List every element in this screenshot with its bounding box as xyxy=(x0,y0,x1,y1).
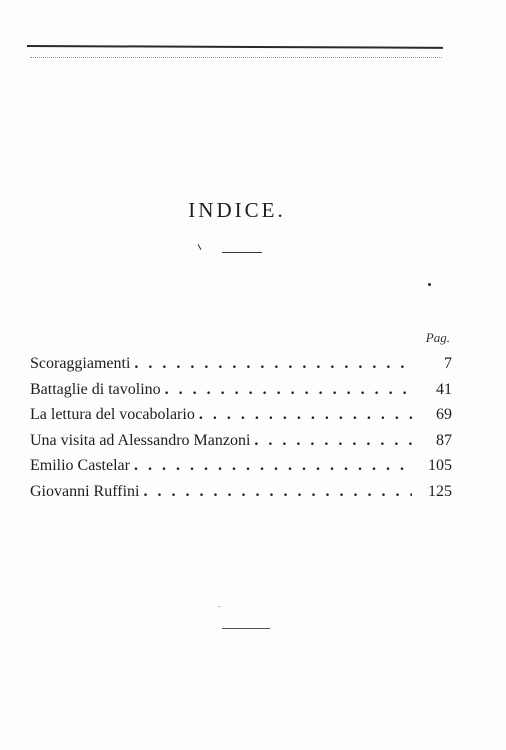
bottom-rule xyxy=(222,628,270,629)
toc-entry-page: 7 xyxy=(444,355,452,372)
dot-leader xyxy=(143,479,412,505)
page-column-header: Pag. xyxy=(425,330,450,345)
toc-entry-page: 69 xyxy=(436,406,452,424)
toc-entry-page: 41 xyxy=(436,380,452,398)
dot-leader xyxy=(254,428,412,454)
toc-entry-page: 105 xyxy=(428,457,452,475)
ink-speck xyxy=(218,606,220,607)
title-underline xyxy=(222,252,262,253)
toc-entry-title: Una visita ad Alessandro Manzoni xyxy=(30,431,251,449)
toc-entry-page: 125 xyxy=(428,482,452,500)
toc-entry-title: Scoraggiamenti xyxy=(30,355,131,372)
top-rule xyxy=(27,45,443,49)
ink-speck xyxy=(198,244,202,250)
dot-leader xyxy=(134,351,412,377)
toc-entry xyxy=(30,351,452,377)
toc-entry xyxy=(30,453,452,479)
toc-entry xyxy=(30,479,452,505)
top-dotted-rule xyxy=(30,57,442,58)
dot-leader xyxy=(165,377,412,403)
dot-leader xyxy=(199,402,412,428)
toc-entry-title: Battaglie di tavolino xyxy=(30,380,161,398)
toc-entry xyxy=(30,428,452,454)
toc-entry xyxy=(30,402,452,428)
table-of-contents xyxy=(30,351,452,505)
toc-entry-title: Emilio Castelar xyxy=(30,457,130,475)
ink-speck xyxy=(428,283,431,286)
toc-entry-page: 87 xyxy=(436,431,452,449)
index-title: INDICE. xyxy=(188,198,286,222)
dot-leader xyxy=(134,453,412,479)
toc-entry-title: La lettura del vocabolario xyxy=(30,406,195,424)
toc-entry-title: Giovanni Ruffini xyxy=(30,482,140,500)
toc-entry xyxy=(30,377,452,403)
